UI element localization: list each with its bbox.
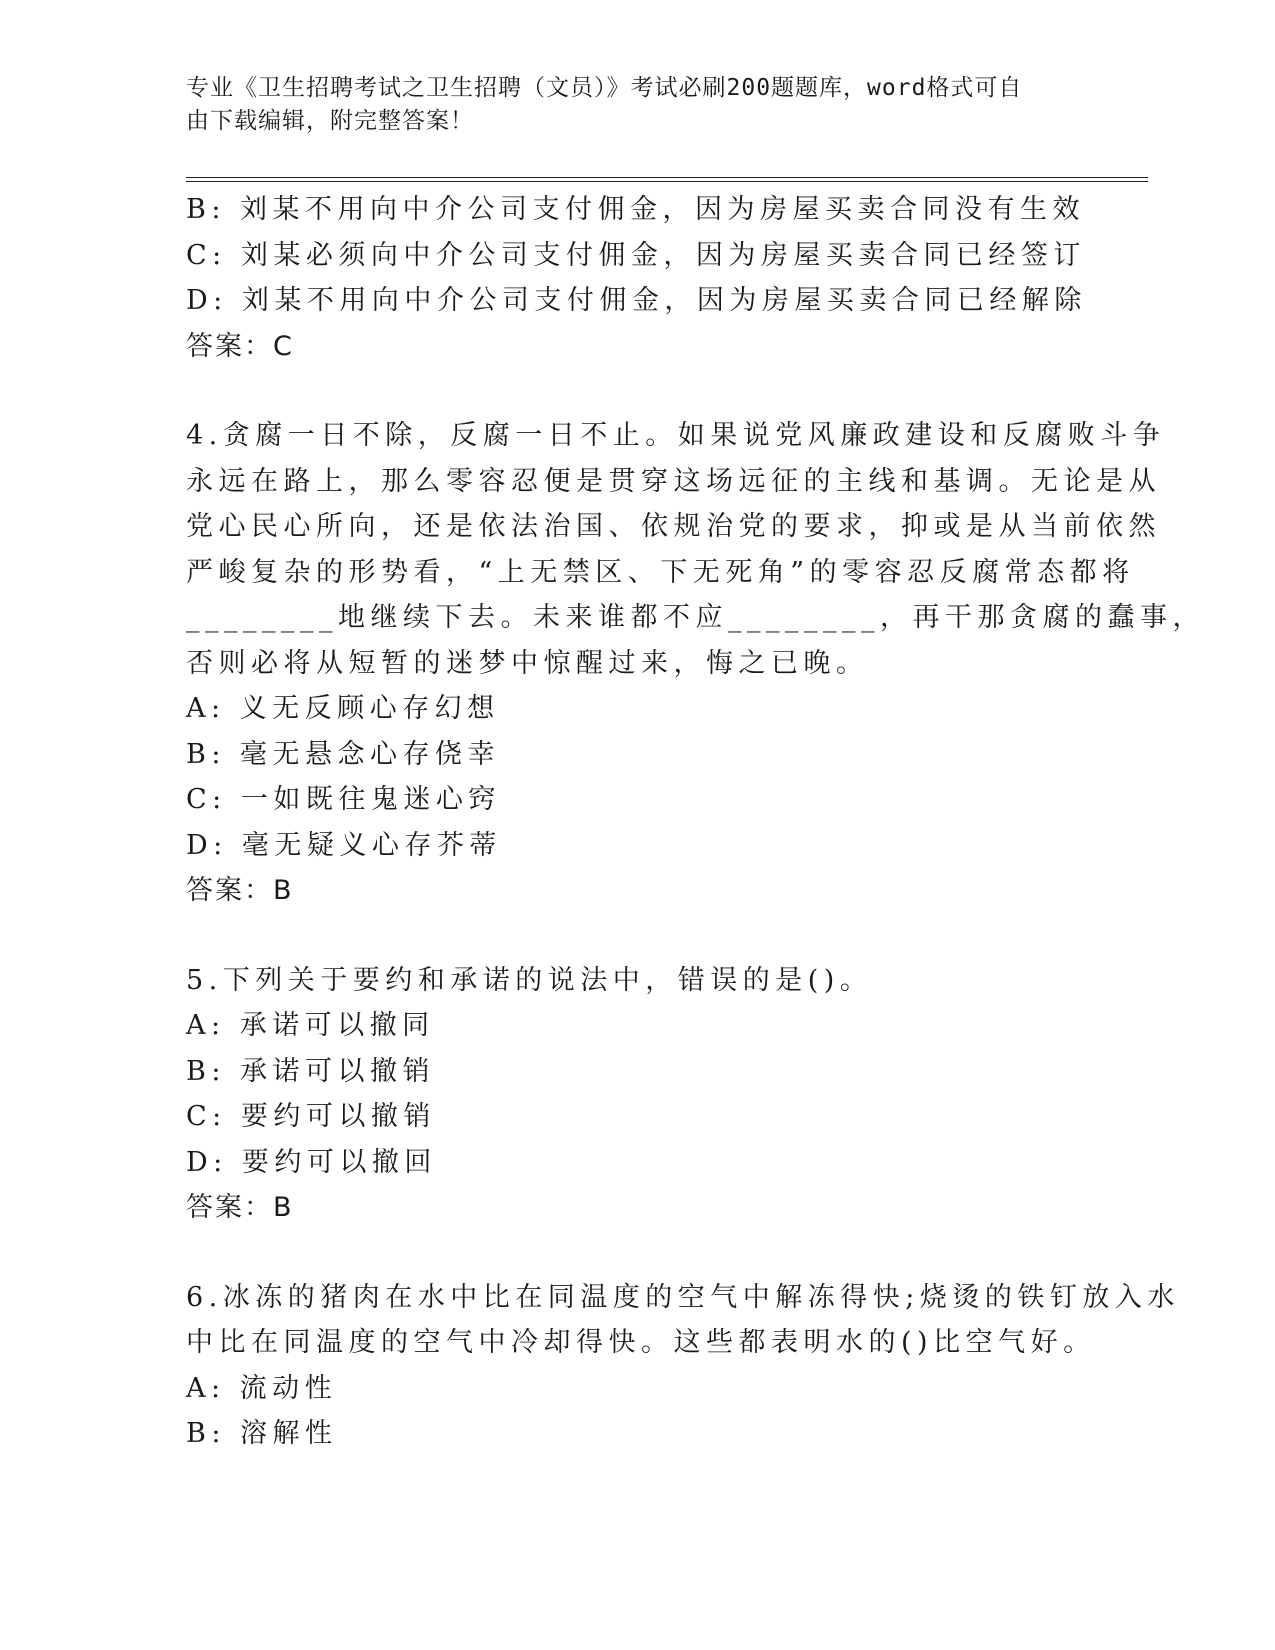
option-b: B: 承诺可以撤销 — [186, 1055, 436, 1087]
answer: 答案：C — [186, 330, 294, 362]
option-a: A: 流动性 — [186, 1372, 338, 1404]
header-line-2: 由下载编辑，附完整答案！ — [186, 108, 474, 134]
question-6 — [186, 1275, 1180, 1457]
spacer — [186, 914, 1086, 958]
option-c: C: 刘某必须向中介公司支付佣金，因为房屋买卖合同已经签订 — [186, 239, 1086, 271]
spacer — [186, 1231, 1086, 1275]
header-line-1: 专业《卫生招聘考试之卫生招聘（文员）》考试必刷200题题库，word格式可自 — [186, 75, 1023, 101]
option-d: D: 要约可以撤回 — [186, 1146, 437, 1178]
document-header — [186, 72, 1066, 138]
question-stem-line: 4.贪腐一日不除，反腐一日不止。如果说党风廉政建设和反腐败斗争 — [186, 420, 1166, 451]
question-4 — [186, 413, 1205, 914]
question-stem-line: 否则必将从短暂的迷梦中惊醒过来，悔之已晚。 — [186, 647, 869, 679]
option-a: A: 义无反顾心存幻想 — [186, 693, 500, 724]
header-rule-bottom — [186, 181, 1148, 182]
option-d: D: 毫无疑义心存芥蒂 — [186, 829, 502, 861]
question-stem-line: 6.冰冻的猪肉在水中比在同温度的空气中解冻得快;烧烫的铁钉放入水 — [186, 1281, 1180, 1313]
question-stem-line: 党心民心所向，还是依法治国、依规治党的要求，抑或是从当前依然 — [186, 511, 1161, 542]
question-stem-line: 永远在路上，那么零容忍便是贯穿这场远征的主线和基调。无论是从 — [186, 465, 1161, 497]
option-c: C: 一如既往鬼迷心窍 — [186, 784, 501, 815]
question-stem-line: 中比在同温度的空气中冷却得快。这些都表明水的()比空气好。 — [186, 1327, 1096, 1358]
document-body — [186, 187, 1205, 1457]
option-b: B: 溶解性 — [186, 1418, 338, 1449]
answer: 答案：B — [186, 875, 294, 906]
question-3-tail — [186, 187, 1086, 369]
question-stem: 5.下列关于要约和承诺的说法中，错误的是()。 — [186, 964, 873, 996]
option-b: B: 刘某不用向中介公司支付佣金，因为房屋买卖合同没有生效 — [186, 194, 1086, 225]
question-5 — [186, 958, 1086, 1231]
question-stem-line: ________地继续下去。未来谁都不应________，再干那贪腐的蠢事， — [186, 602, 1205, 633]
header-rule-top — [186, 177, 1148, 178]
option-a: A: 承诺可以撤同 — [186, 1010, 435, 1041]
option-d: D: 刘某不用向中介公司支付佣金，因为房屋买卖合同已经解除 — [186, 285, 1087, 316]
answer: 答案：B — [186, 1192, 294, 1223]
option-b: B: 毫无悬念心存侥幸 — [186, 738, 501, 770]
spacer — [186, 369, 1086, 413]
question-stem-line: 严峻复杂的形势看，“上无禁区、下无死角”的零容忍反腐常态都将 — [186, 556, 1135, 588]
option-c: C: 要约可以撤销 — [186, 1101, 436, 1132]
